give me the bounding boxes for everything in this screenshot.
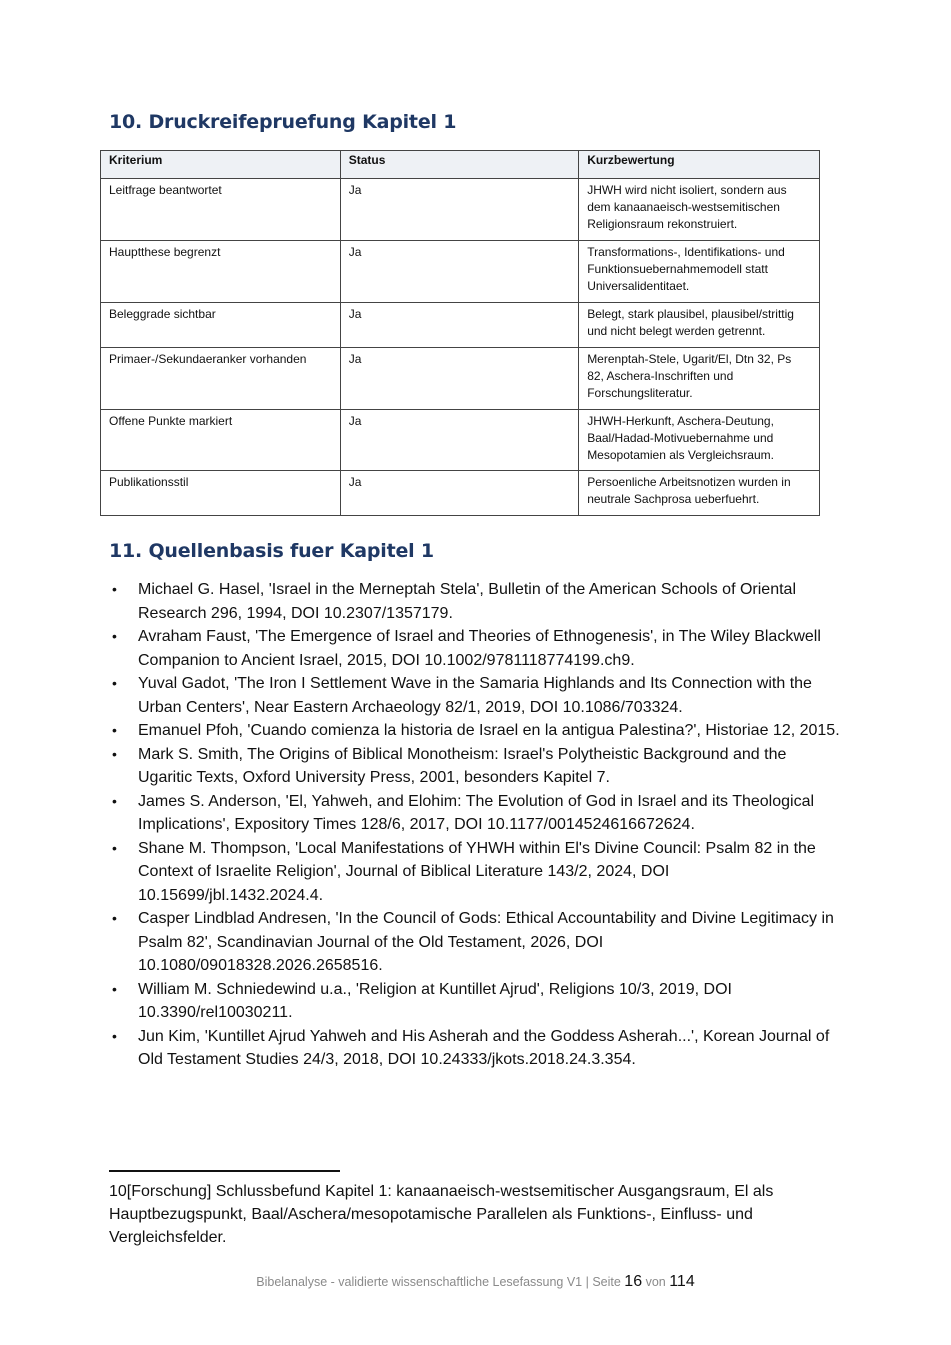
table-row [101, 471, 820, 516]
column-header-status: Status [340, 151, 578, 179]
total-page-count: 114 [669, 1273, 695, 1290]
cell-assessment: Belegt, stark plausibel, plausibel/strittig und nicht belegt werden getrennt. [579, 303, 820, 348]
footnote-divider [109, 1170, 340, 1172]
list-item [110, 672, 840, 719]
footer-document-title: Bibelanalyse - validierte wissenschaftliche Lesefassung V1 | Seite [256, 1275, 625, 1289]
source-text: Emanuel Pfoh, 'Cuando comienza la historia de Israel en la antigua Palestina?', Historiae 12, 2015. [138, 722, 840, 739]
cell-assessment: Transformations-, Identifikations- und Funktionsuebernahmemodell statt Universalidentitaet. [579, 241, 820, 303]
table-row [101, 179, 820, 241]
table-header-row [101, 151, 820, 179]
table-row [101, 303, 820, 348]
bullet-icon: • [112, 792, 117, 809]
list-item [110, 1025, 840, 1072]
bullet-icon: • [112, 745, 117, 762]
table-row [101, 348, 820, 410]
cell-assessment: JHWH-Herkunft, Aschera-Deutung, Baal/Hadad-Motivuebernahme und Mesopotamien als Vergleichsraum. [579, 410, 820, 471]
cell-status: Ja [340, 348, 578, 410]
source-text: Avraham Faust, 'The Emergence of Israel and Theories of Ethnogenesis', in The Wiley Blackwell Companion to Ancient Israel, 2015, DOI 10.1002/9781118774199.ch9. [138, 628, 821, 669]
cell-criterion: Offene Punkte markiert [101, 410, 341, 471]
list-item [110, 743, 840, 790]
list-item [110, 907, 840, 978]
source-list [110, 578, 840, 1072]
bullet-icon: • [112, 675, 117, 691]
cell-criterion: Beleggrade sichtbar [101, 303, 341, 348]
bullet-icon: • [112, 722, 117, 738]
bullet-icon: • [112, 1027, 117, 1044]
cell-status: Ja [340, 179, 578, 241]
cell-criterion: Hauptthese begrenzt [101, 241, 341, 303]
cell-criterion: Primaer-/Sekundaeranker vorhanden [101, 348, 341, 410]
column-header-criterion: Kriterium [101, 151, 341, 179]
bullet-icon: • [112, 910, 117, 926]
table-row [101, 241, 820, 303]
cell-assessment: JHWH wird nicht isoliert, sondern aus dem kanaanaeisch-westsemitischen Religionsraum rekonstruiert. [579, 179, 820, 241]
list-item [110, 790, 840, 837]
source-text: Mark S. Smith, The Origins of Biblical Monotheism: Israel's Polytheistic Background and the Ugaritic Texts, Oxford University Press, 2001, besonders Kapitel 7. [138, 745, 787, 786]
footnote: 10[Forschung] Schlussbefund Kapitel 1: kanaanaeisch-westsemitischer Ausgangsraum, El als Hauptbezugspunkt, Baal/Aschera/mesopotamische Parallelen als Funktions-, Einfluss- und Vergleichsfelder. [109, 1183, 774, 1246]
page-footer [0, 1273, 951, 1291]
column-header-assessment: Kurzbewertung [579, 151, 820, 179]
list-item [110, 719, 840, 743]
footer-of-label: von [642, 1275, 670, 1289]
bullet-icon: • [112, 581, 117, 597]
cell-criterion: Publikationsstil [101, 471, 341, 516]
source-text: Shane M. Thompson, 'Local Manifestations of YHWH within El's Divine Council: Psalm 82 in the Context of Israelite Religion', Journal of Biblical Literature 143/2, 2024, DOI 10.15699/jbl.1432.2024.4. [138, 839, 816, 904]
source-text: Yuval Gadot, 'The Iron I Settlement Wave in the Samaria Highlands and Its Connection with the Urban Centers', Near Eastern Archaeology 82/1, 2019, DOI 10.1086/703324. [138, 675, 812, 716]
cell-assessment: Persoenliche Arbeitsnotizen wurden in neutrale Sachprosa ueberfuehrt. [579, 471, 820, 516]
source-text: Jun Kim, 'Kuntillet Ajrud Yahweh and His Asherah and the Goddess Asherah...', Korean Journal of Old Testament Studies 24/3, 2018, DOI 10.24333/jkots.2018.24.3.354. [138, 1027, 830, 1068]
cell-status: Ja [340, 410, 578, 471]
cell-status: Ja [340, 471, 578, 516]
bullet-icon: • [112, 628, 117, 644]
source-text: James S. Anderson, 'El, Yahweh, and Elohim: The Evolution of God in Israel and its Theological Implications', Expository Times 128/6, 2017, DOI 10.1177/0014524616672624. [138, 792, 815, 833]
cell-status: Ja [340, 241, 578, 303]
list-item [110, 578, 840, 625]
print-readiness-table [100, 150, 820, 516]
bullet-icon: • [112, 839, 117, 856]
current-page-number: 16 [624, 1273, 643, 1290]
cell-status: Ja [340, 303, 578, 348]
section-11-heading: 11. Quellenbasis fuer Kapitel 1 [109, 540, 434, 562]
bullet-icon: • [112, 980, 117, 997]
cell-criterion: Leitfrage beantwortet [101, 179, 341, 241]
table-row [101, 410, 820, 471]
list-item [110, 625, 840, 672]
list-item [110, 837, 840, 908]
section-10-heading: 10. Druckreifepruefung Kapitel 1 [109, 111, 457, 133]
cell-assessment: Merenptah-Stele, Ugarit/El, Dtn 32, Ps 82, Aschera-Inschriften und Forschungsliteratur. [579, 348, 820, 410]
list-item [110, 978, 840, 1025]
source-text: William M. Schniedewind u.a., 'Religion at Kuntillet Ajrud', Religions 10/3, 2019, DOI 10.3390/rel10030211. [138, 980, 732, 1021]
source-text: Michael G. Hasel, 'Israel in the Merneptah Stela', Bulletin of the American Schools of Oriental Research 296, 1994, DOI 10.2307/1357179. [138, 581, 796, 622]
source-text: Casper Lindblad Andresen, 'In the Council of Gods: Ethical Accountability and Divine Legitimacy in Psalm 82', Scandinavian Journal of the Old Testament, 2026, DOI 10.1080/09018328.2026.2658516. [138, 910, 834, 974]
